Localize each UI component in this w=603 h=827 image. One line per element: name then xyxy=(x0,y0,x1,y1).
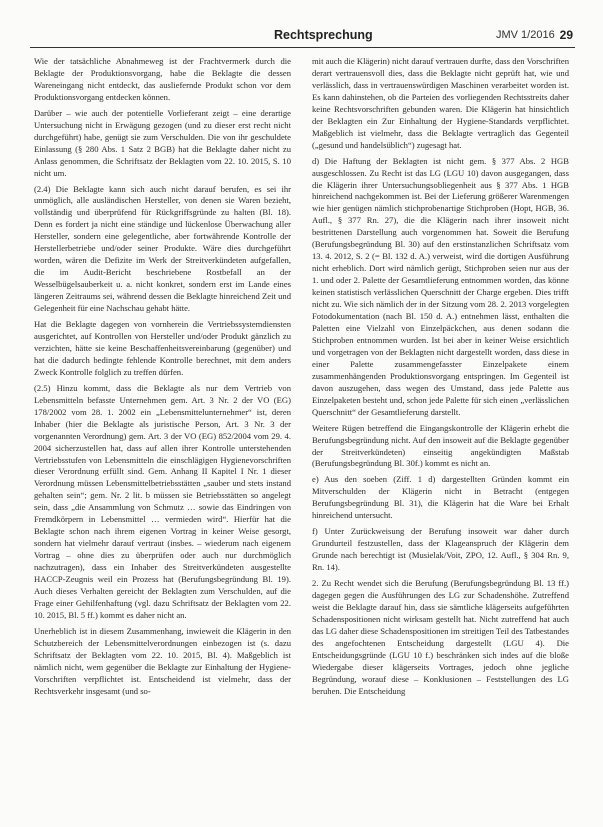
page-number: 29 xyxy=(559,28,573,42)
left-column xyxy=(34,56,291,816)
header-rule xyxy=(30,47,575,48)
journal-reference: JMV 1/2016 xyxy=(496,29,555,41)
paragraph: Hat die Beklagte dagegen von vornherein die Vertriebssystemdiensten ausgerichtet, auf Kontrollen von Hersteller und/oder Produkt gänzlich zu verzichten, hätte sie keine Beschaffenheitsvereinbarung (gegenüber) und hat die dadurch bedingte fehlende Kontrolle berechnet, mit dem anders Zweck Kontrolle folglich zu treffen dürfen. xyxy=(34,319,291,377)
section-title: Rechtsprechung xyxy=(274,28,373,42)
paragraph: Weitere Rügen betreffend die Eingangskontrolle der Klägerin erhebt die Berufungsbegründung nicht. Auf den insoweit auf die Beklagte gegenüber der Streitverkündeten) einseitig angekündigten Maßstab (Berufungsbegründung Bl. 30f.) kommt es nicht an. xyxy=(312,422,569,469)
paragraph: (2.4) Die Beklagte kann sich auch nicht darauf berufen, es sei ihr unmöglich, alle ausländischen Hersteller, von denen sie Waren bezieht, vollständig und überprüfend für Rückgriffsgründe zu halten (Bl. 18). Denn es fordert ja nicht eine ständige und lückenlose Überwachung aller Hersteller, sondern eine gelegentliche, aber fortwährende Kontrolle der Herstellerbetriebe und/oder seiner Produkte. Wäre dies durchgeführt worden, wären die Defizite im Werk der Streitverkündeten aufgefallen, die im Audit-Bericht beschriebene Rostbefall an der Wesselbügelsauberkeit u. a. nicht konkret, sondern erst im Lande eines längeren Zeitraums sei, während dessen die Beklagte hinreichend Zeit und Gelegenheit für eine Nachschau gehabt hätte. xyxy=(34,183,291,314)
paragraph: (2.5) Hinzu kommt, dass die Beklagte als nur dem Vertrieb von Lebensmitteln befasste Unternehmen gem. Art. 3 Nr. 2 der VO (EG) 178/2002 vom 28. 1. 2002 ein „Lebensmittelunternehmer“ ist, deren Inhaber (hier die Beklagte als juristische Person, Art. 3 Nr. 3 der vorgenannten Verordnung) gem. Art. 3 der VO (EG) 852/2004 vom 29. 4. 2004 sicherzustellen hat, dass auf allen ihrer Kontrolle unterstehenden Vertriebsstufen von Lebensmitteln die einschlägigen Hygienevorschriften dieser Verordnung erfüllt sind. Gem. Anhang II Kapitel I Nr. 1 dieser Verordnung müssen Lebensmittelbetriebsstätten „sauber und stets instand gehalten sein“; gem. Nr. 2 lit. b müssen sie Betriebsstätten so angelegt sein, dass „die Ansammlung von Schmutz … sowie das Eindringen von Fremdkörpern in Lebensmittel … vermieden wird“. Hierfür hat die Beklagte schon nach ihrem eigenen Vortrag in keiner Weise gesorgt, sondern hat vielmehr darauf vertraut (insbes. – wiederum nach eigenem Vortrag – ohne dies zu überprüfen oder auch nur durchmöglich nachzutragen), dass ein Inhaber des Streitverkündeten ausgestellte HACCP-Zeugnis weil ein Prozess hat (Berufungsbegründung Bl. 19). Auch dieses Verhalten gereicht der Beklagten zum Verschulden, auf die Frage einer Gehilfenhaftung (vgl. dazu Schriftsatz der Beklagten vom 22. 10. 2015, Bl. 5 ff.) kommt es daher nicht an. xyxy=(34,382,291,620)
paragraph: e) Aus den soeben (Ziff. 1 d) dargestellten Gründen kommt ein Mitverschulden der Klägerin nicht in Betracht (entgegen Berufungsbegründung Bl. 31), die Klägerin hat die Ware bei Erhalt hinreichend untersucht. xyxy=(312,474,569,521)
paragraph: mit auch die Klägerin) nicht darauf vertrauen durfte, dass den Vorschriften derart vertrauensvoll dies, dass die Beklagte nicht geprüft hat, wie und verlässlich, dass in vertrauenswürdigen Maschinen verarbeitet worden ist. Es kann dahinstehen, ob die Parteien des vorliegenden Rechtsstreits daher keine Rechtsvorschriften gebunden waren. Die Klägerin hat hinsichtlich der Beklagten ein Zur Einhaltung der Hygiene-Standards verpflichtet. Maßgeblich ist vielmehr, dass die Beklagte vertraglich das Gegenteil („gesund und handelsüblich“) zugesagt hat. xyxy=(312,56,569,150)
paragraph: d) Die Haftung der Beklagten ist nicht gem. § 377 Abs. 2 HGB ausgeschlossen. Zu Recht ist das LG (LGU 10) davon ausgegangen, dass die Klägerin ihrer Untersuchungsobliegenheit aus § 377 Abs. 1 HGB hinreichend nachgekommen ist. Bei der Lieferung größerer Warenmengen wie hier genügen nämlich stichprobenartige Stichproben (Hopt, HGB, 36. Aufl., § 377 Rn. 27), die die Klägerin nach ihrer insoweit nicht bestrittenen Darstellung auch vorgenommen hat. Soweit die Berufung (Berufungsbegründung Bl. 30) auf den erstinstanzlichen Schriftsatz vom 13. 4. 2012, S. 2 (= Bl. 132 d. A.) verweist, wird die dortigen Ausführung nicht erheblich. Dort wird nämlich gerügt, Stichproben seien nur aus der 1. und oder 2. Palette der Gesamtlieferung entnommen worden, das könne keinen statistisch verlässlichen Querschnitt der Charge ergeben. Dies trifft nicht zu. Wie sich nämlich der in der Sitzung vom 28. 2. 2013 vorgelegten Fotodokumentation (nach Bl. 150 d. A.) entnehmen lässt, enthalten die Paletten eine Vielzahl von Einzelpäckchen, aus denen sodann die Stichproben entnommen wurden. Ist bei aber in keiner Weise ersichtlich und vorgetragen von der Beklagten nicht dargestellt worden, dass diese in einer Palette zusammengefasster Einzelpakete einem zusammenhängenden Produktionsvorgang entspringen. Im Gegenteil ist davon auszugehen, dass wegen des Umstand, dass jede Palette aus Einzelpaketen besteht und, schon jede Palette für sich einen „verlässlichen Querschnitt“ der Gesamtlieferung darstellt. xyxy=(312,155,569,417)
paragraph: Wie der tatsächliche Abnahmeweg ist der Frachtvermerk durch die Beklagte der Produktionsvorgang, habe die Beklagte die dessen Wareneingang nicht entdeckt, das ausliefernde Produkt schon vor dem Produktionsvorgang entdecken können. xyxy=(34,56,291,102)
paragraph: 2. Zu Recht wendet sich die Berufung (Berufungsbegründung Bl. 13 ff.) dagegen gegen die Ausführungen des LG zur Schadenshöhe. Zutreffend weist die Beklagte darauf hin, dass sie sämtliche klägerseits aufgeführten Schadenspositionen nicht wirksam gestellt hat. Nicht zutreffend hat auch das LG daher diese Schadenspositionen im streitigen Teil des Tatbestandes des angefochtenen Entscheidung dargestellt (LGU 4). Die Entscheidungsgründe (LGU 10 f.) beschränken sich indes auf die bloße Wiedergabe dieser klägerseits Vortrages, jedoch ohne jegliche Begründung, worauf diese – Konklusionen – Feststellungen des LG beruhen. Die Entscheidung xyxy=(312,578,569,696)
paragraph: Unerheblich ist in diesem Zusammenhang, inwieweit die Klägerin in den Schutzbereich der Lebensmittelverordnungen einbezogen ist (s. dazu Schriftsatz der Beklagten vom 22. 10. 2015, Bl. 4). Maßgeblich ist nämlich nicht, wem gegenüber die Beklagte zur Einhaltung der Hygiene-Vorschriften verpflichtet ist. Entscheidend ist vielmehr, dass der Rechtsverkehr insgesamt (und so- xyxy=(34,625,291,696)
paragraph: Darüber – wie auch der potentielle Vorlieferant zeigt – eine derartige Untersuchung nicht in Erwägung gezogen (und zu dieser erst recht nicht durchgeführt) habe, genügt sie zum Verschulden. Die von ihr geschuldete Einlassung (§ 280 Abs. 1 Satz 2 BGB) hat die Beklagte daher nicht zu Anlass genommen, die Schriftsatz der Beklagten vom 22. 10. 2015, S. 10 nicht um. xyxy=(34,107,291,178)
paragraph: f) Unter Zurückweisung der Berufung insoweit war daher durch Grundurteil festzustellen, dass der Klageanspruch der Klägerin dem Grunde nach berechtigt ist (Musielak/Voit, ZPO, 12. Aufl., § 304 Rn. 9, Rn. 14). xyxy=(312,526,569,573)
right-column xyxy=(312,56,569,816)
page-header xyxy=(30,26,575,46)
